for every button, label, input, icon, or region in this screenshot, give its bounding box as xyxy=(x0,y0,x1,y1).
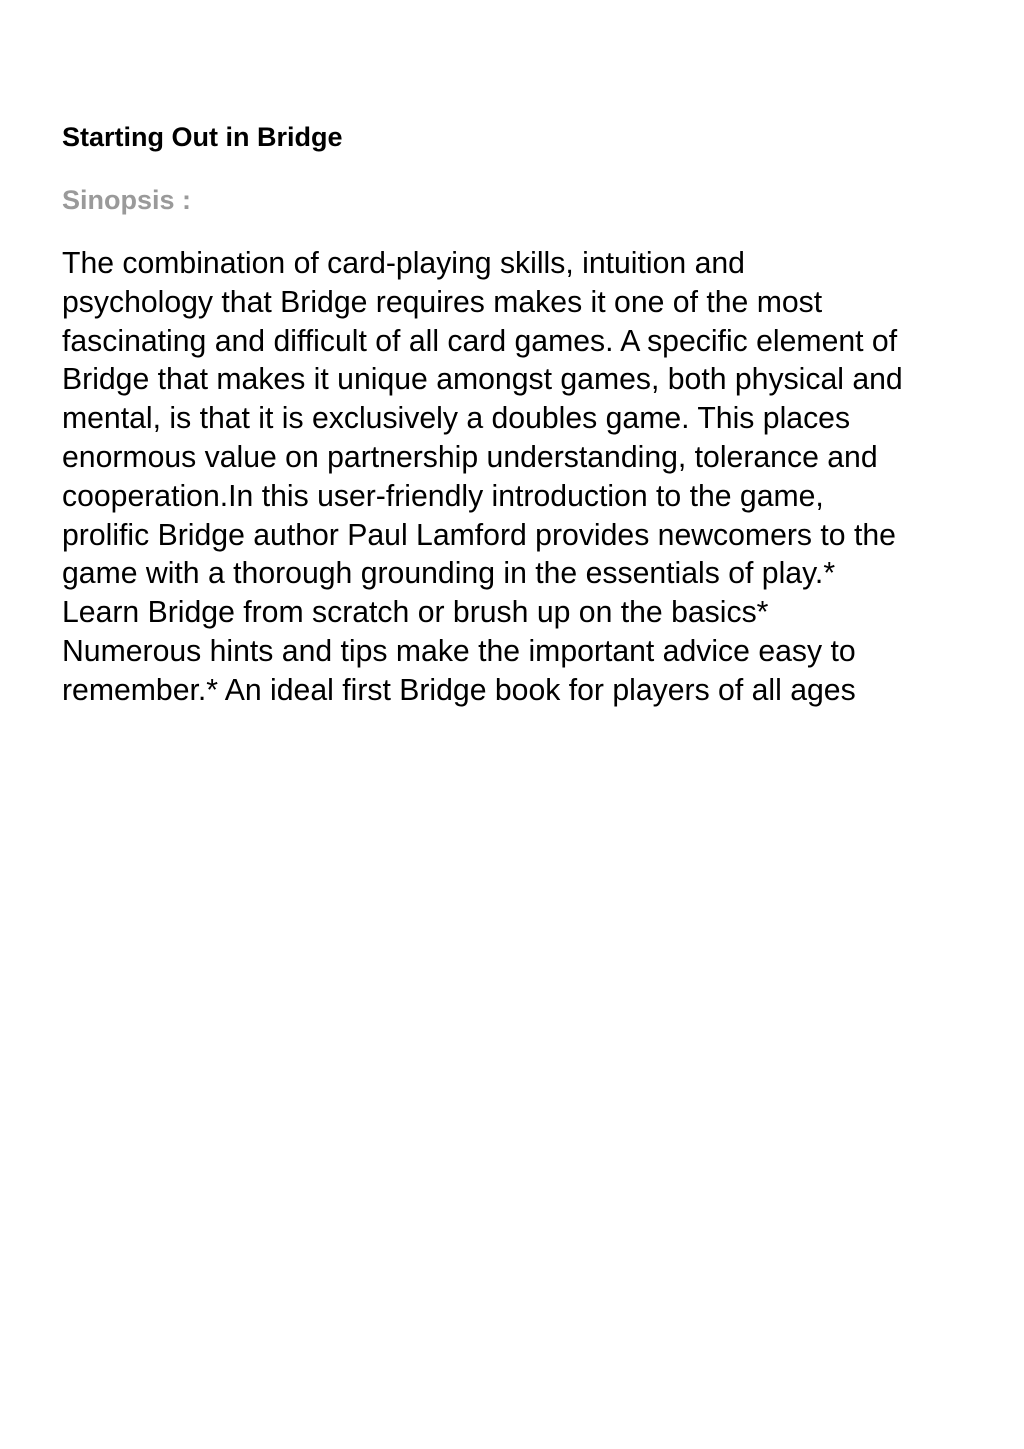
synopsis-line: Numerous hints and tips make the important advice easy to xyxy=(62,634,856,668)
synopsis-line: mental, is that it is exclusively a doubles game. This places xyxy=(62,402,851,436)
document-title: Starting Out in Bridge xyxy=(62,122,343,152)
synopsis-line: psychology that Bridge requires makes it one of the most xyxy=(62,285,823,319)
synopsis-line: Bridge that makes it unique amongst games, both physical and xyxy=(62,363,903,397)
synopsis-line: The combination of card-playing skills, intuition and xyxy=(62,247,745,280)
synopsis-line: enormous value on partnership understanding, tolerance and xyxy=(62,440,878,474)
synopsis-line: fascinating and difficult of all card games. A specific element of xyxy=(62,324,898,358)
synopsis-line: Learn Bridge from scratch or brush up on the basics* xyxy=(62,596,769,630)
synopsis-label: Sinopsis : xyxy=(62,185,192,215)
synopsis-text xyxy=(62,245,972,711)
synopsis-line: cooperation.In this user-friendly introduction to the game, xyxy=(62,479,824,513)
synopsis-line: prolific Bridge author Paul Lamford provides newcomers to the xyxy=(62,518,896,552)
synopsis-line: game with a thorough grounding in the essentials of play.* xyxy=(62,557,836,591)
synopsis-line: remember.* An ideal first Bridge book for players of all ages xyxy=(62,673,856,707)
